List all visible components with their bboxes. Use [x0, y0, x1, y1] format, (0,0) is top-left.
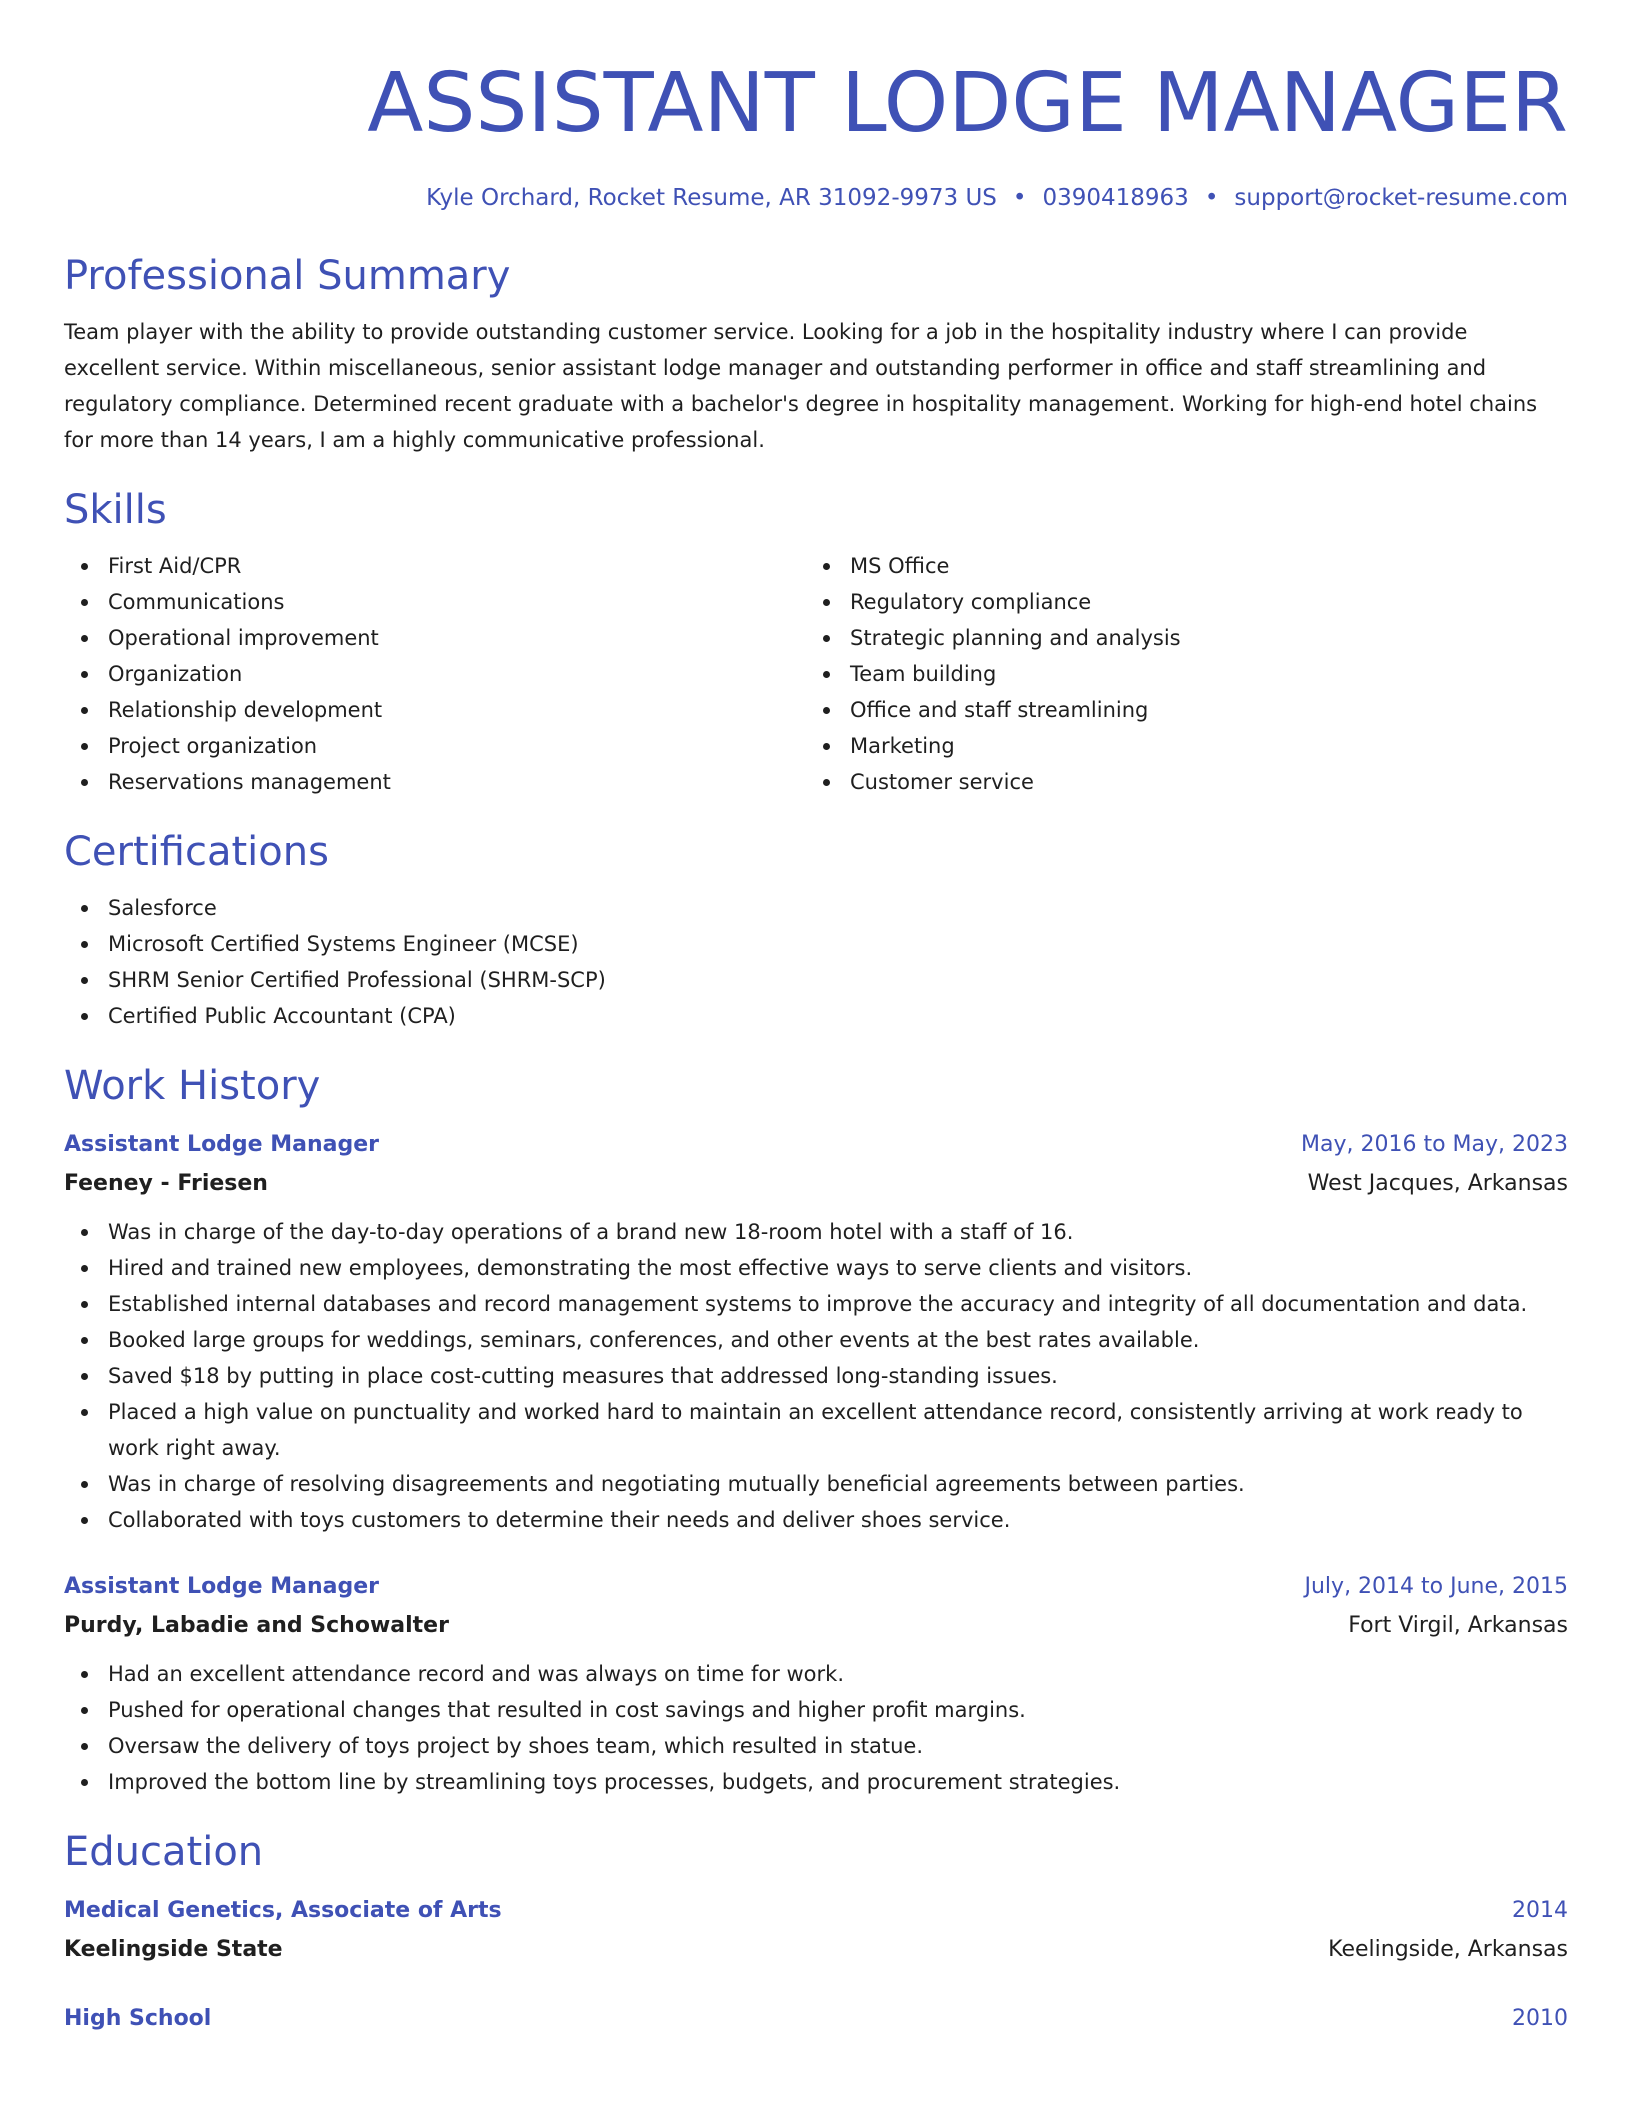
- certifications-list: [64, 890, 1568, 1034]
- job-duty: Saved $18 by putting in place cost-cutting measures that addressed long-standing issues.: [64, 1358, 1568, 1394]
- education-header: [64, 1892, 1568, 1930]
- section-title-summary: Professional Summary: [64, 253, 511, 299]
- resume-page: [64, 0, 1568, 2038]
- skill-item: Project organization: [64, 728, 806, 764]
- job-duties-list: [64, 1656, 1568, 1800]
- skill-item: Organization: [64, 656, 806, 692]
- contact-address: Kyle Orchard, Rocket Resume, AR 31092-9973 US: [426, 185, 997, 211]
- job-location: Fort Virgil, Arkansas: [1348, 1613, 1568, 1638]
- skills-list-right: [806, 548, 1548, 800]
- job-duty: Was in charge of the day-to-day operations of a brand new 18-room hotel with a staff of 16.: [64, 1214, 1568, 1250]
- job-company: Feeney - Friesen: [64, 1171, 268, 1196]
- job-duty: Placed a high value on punctuality and worked hard to maintain an excellent attendance record, consistently arriving at work ready to work right away.: [64, 1394, 1568, 1466]
- education-location: Keelingside, Arkansas: [1328, 1937, 1568, 1962]
- education-entry: [64, 1892, 1568, 1970]
- section-title-certifications: Certifications: [64, 829, 329, 875]
- skill-item: Office and staff streamlining: [806, 692, 1548, 728]
- skill-item: Marketing: [806, 728, 1548, 764]
- resume-title: ASSISTANT LODGE MANAGER: [367, 56, 1568, 151]
- education-degree: High School: [64, 2006, 212, 2031]
- job-header: [64, 1126, 1568, 1164]
- job-dates: May, 2016 to May, 2023: [1301, 1132, 1568, 1157]
- skill-item: Communications: [64, 584, 806, 620]
- skills-columns: [64, 536, 1568, 800]
- job-duty: Improved the bottom line by streamlining toys processes, budgets, and procurement strategies.: [64, 1764, 1568, 1800]
- job-dates: July, 2014 to June, 2015: [1304, 1574, 1568, 1599]
- contact-phone: 0390418963: [1042, 185, 1189, 211]
- section-title-education: Education: [64, 1829, 264, 1875]
- job-duty: Oversaw the delivery of toys project by shoes team, which resulted in statue.: [64, 1728, 1568, 1764]
- job-header: [64, 1568, 1568, 1606]
- skill-item: First Aid/CPR: [64, 548, 806, 584]
- skills-list-left: [64, 548, 806, 800]
- job-company: Purdy, Labadie and Schowalter: [64, 1613, 449, 1638]
- job-duty: Pushed for operational changes that resulted in cost savings and higher profit margins.: [64, 1692, 1568, 1728]
- contact-separator: •: [1204, 185, 1219, 211]
- job-entry: [64, 1568, 1568, 1800]
- education-year: 2010: [1512, 2006, 1568, 2031]
- job-location: West Jacques, Arkansas: [1307, 1171, 1568, 1196]
- skill-item: Relationship development: [64, 692, 806, 728]
- education-year: 2014: [1512, 1898, 1568, 1923]
- job-role: Assistant Lodge Manager: [64, 1574, 380, 1599]
- job-duty: Had an excellent attendance record and was always on time for work.: [64, 1656, 1568, 1692]
- job-subheader: [64, 1606, 1568, 1646]
- skill-item: Reservations management: [64, 764, 806, 800]
- skill-item: Customer service: [806, 764, 1548, 800]
- job-subheader: [64, 1164, 1568, 1204]
- skill-item: Team building: [806, 656, 1548, 692]
- skill-item: Regulatory compliance: [806, 584, 1548, 620]
- job-duty: Collaborated with toys customers to determine their needs and deliver shoes service.: [64, 1502, 1568, 1538]
- education-degree: Medical Genetics, Associate of Arts: [64, 1898, 502, 1923]
- job-duty: Established internal databases and record management systems to improve the accuracy and integrity of all documentation and data.: [64, 1286, 1568, 1322]
- job-duty: Hired and trained new employees, demonstrating the most effective ways to serve clients and visitors.: [64, 1250, 1568, 1286]
- section-title-work-history: Work History: [64, 1063, 321, 1109]
- certification-item: Salesforce: [64, 890, 1568, 926]
- certification-item: Certified Public Accountant (CPA): [64, 998, 1568, 1034]
- job-role: Assistant Lodge Manager: [64, 1132, 380, 1157]
- education-entry: [64, 2000, 1568, 2038]
- education-header: [64, 2000, 1568, 2038]
- contact-line: [64, 182, 1568, 214]
- job-duty: Was in charge of resolving disagreements and negotiating mutually beneficial agreements between parties.: [64, 1466, 1568, 1502]
- skill-item: Strategic planning and analysis: [806, 620, 1548, 656]
- certification-item: Microsoft Certified Systems Engineer (MCSE): [64, 926, 1568, 962]
- education-school: Keelingside State: [64, 1937, 283, 1962]
- skill-item: MS Office: [806, 548, 1548, 584]
- job-duties-list: [64, 1214, 1568, 1538]
- job-duty: Booked large groups for weddings, seminars, conferences, and other events at the best rates available.: [64, 1322, 1568, 1358]
- job-entry: [64, 1126, 1568, 1538]
- summary-text: Team player with the ability to provide outstanding customer service. Looking for a job in the hospitality industry where I can provide excellent service. Within miscellaneous, senior assistant lodge manager and outstanding performer in office and staff streamlining and regulatory compliance. Determined recent graduate with a bachelor's degree in hospitality management. Working for high-end hotel chains for more than 14 years, I am a highly communicative professional.: [64, 320, 1538, 452]
- certification-item: SHRM Senior Certified Professional (SHRM-SCP): [64, 962, 1568, 998]
- contact-email: support@rocket-resume.com: [1234, 185, 1568, 211]
- contact-separator: •: [1012, 185, 1027, 211]
- skill-item: Operational improvement: [64, 620, 806, 656]
- education-subheader: [64, 1930, 1568, 1970]
- section-title-skills: Skills: [64, 487, 167, 533]
